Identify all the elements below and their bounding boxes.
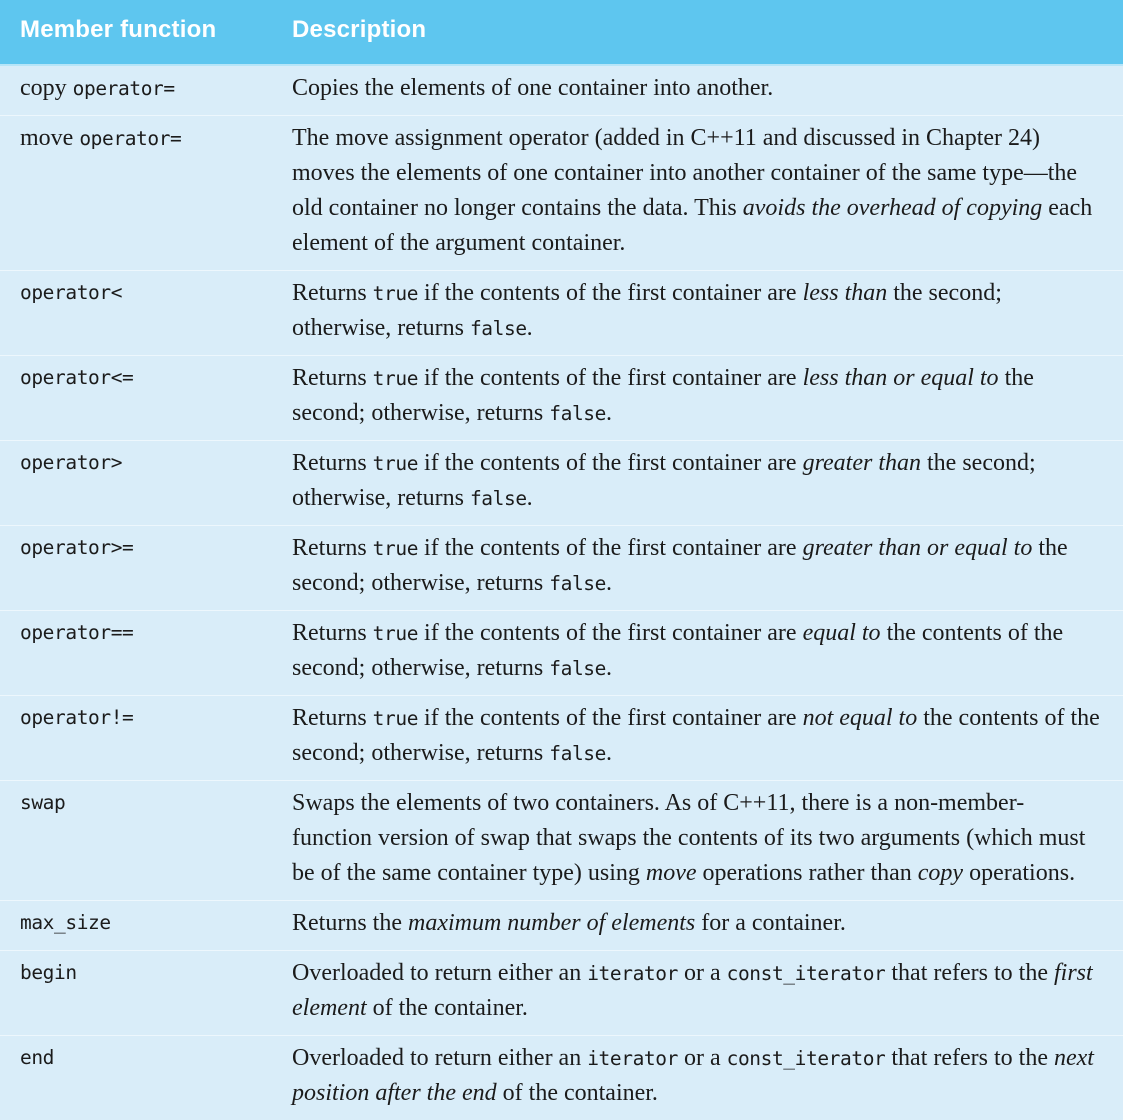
table-row <box>0 270 1123 355</box>
member-function-cell <box>20 532 292 602</box>
header-description: Description <box>292 16 427 43</box>
table-row <box>0 1035 1123 1120</box>
member-function-cell <box>20 617 292 687</box>
member-function-cell <box>20 72 292 107</box>
body-text: if the contents of the first container are <box>418 365 803 391</box>
body-text: . <box>526 485 533 511</box>
member-function-cell <box>20 122 292 262</box>
code-text: false <box>549 742 606 765</box>
emphasis-text: not equal to <box>802 705 918 731</box>
body-text: move <box>20 125 80 151</box>
emphasis-text: next position after the end <box>292 1045 1094 1106</box>
member-function-cell <box>20 702 292 772</box>
code-text: max_size <box>20 911 111 934</box>
body-text: or a <box>677 960 727 986</box>
body-text: the contents of the second; otherwise, returns <box>292 620 1064 681</box>
code-text: swap <box>20 791 66 814</box>
body-text: Returns the <box>292 910 408 936</box>
description-cell <box>292 122 1105 262</box>
emphasis-text: maximum number of elements <box>407 910 696 936</box>
table-row <box>0 115 1123 270</box>
body-text: the second; otherwise, returns <box>292 535 1068 596</box>
body-text: Copies the elements of one container into another. <box>292 75 774 101</box>
code-text: true <box>372 537 419 560</box>
body-text: . <box>605 655 612 681</box>
code-text: operator!= <box>20 706 134 729</box>
code-text: false <box>549 572 606 595</box>
description-cell <box>292 72 1105 107</box>
body-text: if the contents of the first container are <box>418 620 803 646</box>
body-text: Returns <box>292 280 373 306</box>
table-body <box>0 66 1123 1120</box>
description-cell <box>292 617 1105 687</box>
code-text: operator== <box>20 621 134 644</box>
body-text: the second; otherwise, returns <box>292 365 1034 426</box>
code-text: true <box>372 622 419 645</box>
table-row <box>0 440 1123 525</box>
code-text: begin <box>20 961 77 984</box>
body-text: . <box>605 570 612 596</box>
member-function-cell <box>20 787 292 892</box>
emphasis-text: equal to <box>802 620 881 646</box>
body-text: Returns <box>292 535 373 561</box>
description-cell <box>292 1042 1105 1112</box>
table-row <box>0 66 1123 115</box>
body-text: . <box>526 315 533 341</box>
table-row <box>0 780 1123 900</box>
code-text: true <box>372 367 419 390</box>
emphasis-text: less than <box>802 280 888 306</box>
table-row <box>0 695 1123 780</box>
body-text: The move assignment operator (added in C++11 and discussed in Chapter 24) moves the elements of one container into another container of the same type—the old container no longer contains the data. This <box>292 125 1078 221</box>
code-text: const_iterator <box>726 1047 886 1070</box>
body-text: copy <box>20 75 73 101</box>
emphasis-text: greater than <box>802 450 921 476</box>
body-text: if the contents of the first container are <box>418 280 803 306</box>
code-text: false <box>469 487 527 510</box>
code-text: const_iterator <box>726 962 886 985</box>
description-cell <box>292 277 1105 347</box>
code-text: operator= <box>79 127 182 150</box>
code-text: operator>= <box>20 536 134 559</box>
body-text: if the contents of the first container are <box>418 450 803 476</box>
code-text: true <box>372 282 419 305</box>
table-header <box>0 0 1123 66</box>
body-text: Returns <box>292 705 373 731</box>
code-text: operator> <box>20 451 123 474</box>
emphasis-text: copy <box>917 860 964 886</box>
description-cell <box>292 702 1105 772</box>
table-row <box>0 525 1123 610</box>
code-text: end <box>20 1046 55 1069</box>
header-member-function: Member function <box>20 16 217 43</box>
body-text: or a <box>677 1045 727 1071</box>
code-text: false <box>549 402 606 425</box>
body-text: if the contents of the first container are <box>418 535 803 561</box>
body-text: operations. <box>963 860 1076 886</box>
member-function-cell <box>20 447 292 517</box>
member-function-cell <box>20 1042 292 1112</box>
body-text: . <box>605 400 612 426</box>
body-text: the second; otherwise, returns <box>292 280 1002 341</box>
member-function-cell <box>20 907 292 942</box>
code-text: operator< <box>20 281 123 304</box>
member-function-cell <box>20 362 292 432</box>
body-text: that refers to the <box>885 1045 1054 1071</box>
body-text: that refers to the <box>885 960 1054 986</box>
member-function-cell <box>20 277 292 347</box>
description-cell <box>292 532 1105 602</box>
emphasis-text: move <box>645 860 697 886</box>
description-cell <box>292 362 1105 432</box>
body-text: of the container. <box>496 1080 658 1106</box>
body-text: Returns <box>292 620 373 646</box>
body-text: the contents of the second; otherwise, returns <box>292 705 1100 766</box>
body-text: of the container. <box>366 995 528 1021</box>
body-text: Overloaded to return either an <box>292 1045 588 1071</box>
description-cell <box>292 787 1105 892</box>
table-row <box>0 610 1123 695</box>
body-text: if the contents of the first container are <box>418 705 803 731</box>
emphasis-text: avoids the overhead of copying <box>742 195 1043 221</box>
emphasis-text: first element <box>292 960 1093 1021</box>
emphasis-text: less than or equal to <box>802 365 999 391</box>
code-text: operator= <box>72 77 175 100</box>
table-row <box>0 355 1123 440</box>
code-text: iterator <box>587 962 678 985</box>
table-row <box>0 900 1123 950</box>
code-text: iterator <box>587 1047 678 1070</box>
body-text: Overloaded to return either an <box>292 960 588 986</box>
body-text: Swaps the elements of two containers. As of C++11, there is a non-member-function version of swap that swaps the contents of its two arguments (which must be of the same container type) using <box>292 790 1086 886</box>
emphasis-text: greater than or equal to <box>802 535 1033 561</box>
code-text: operator<= <box>20 366 134 389</box>
description-cell <box>292 447 1105 517</box>
member-function-cell <box>20 957 292 1027</box>
body-text: each element of the argument container. <box>292 195 1093 256</box>
table-row <box>0 950 1123 1035</box>
description-cell <box>292 957 1105 1027</box>
body-text: the second; otherwise, returns <box>292 450 1036 511</box>
code-text: false <box>549 657 606 680</box>
code-text: true <box>372 707 419 730</box>
code-text: true <box>372 452 419 475</box>
body-text: Returns <box>292 365 373 391</box>
body-text: Returns <box>292 450 373 476</box>
body-text: for a container. <box>695 910 846 936</box>
description-cell <box>292 907 1105 942</box>
body-text: operations rather than <box>696 860 918 886</box>
code-text: false <box>469 317 527 340</box>
body-text: . <box>605 740 612 766</box>
